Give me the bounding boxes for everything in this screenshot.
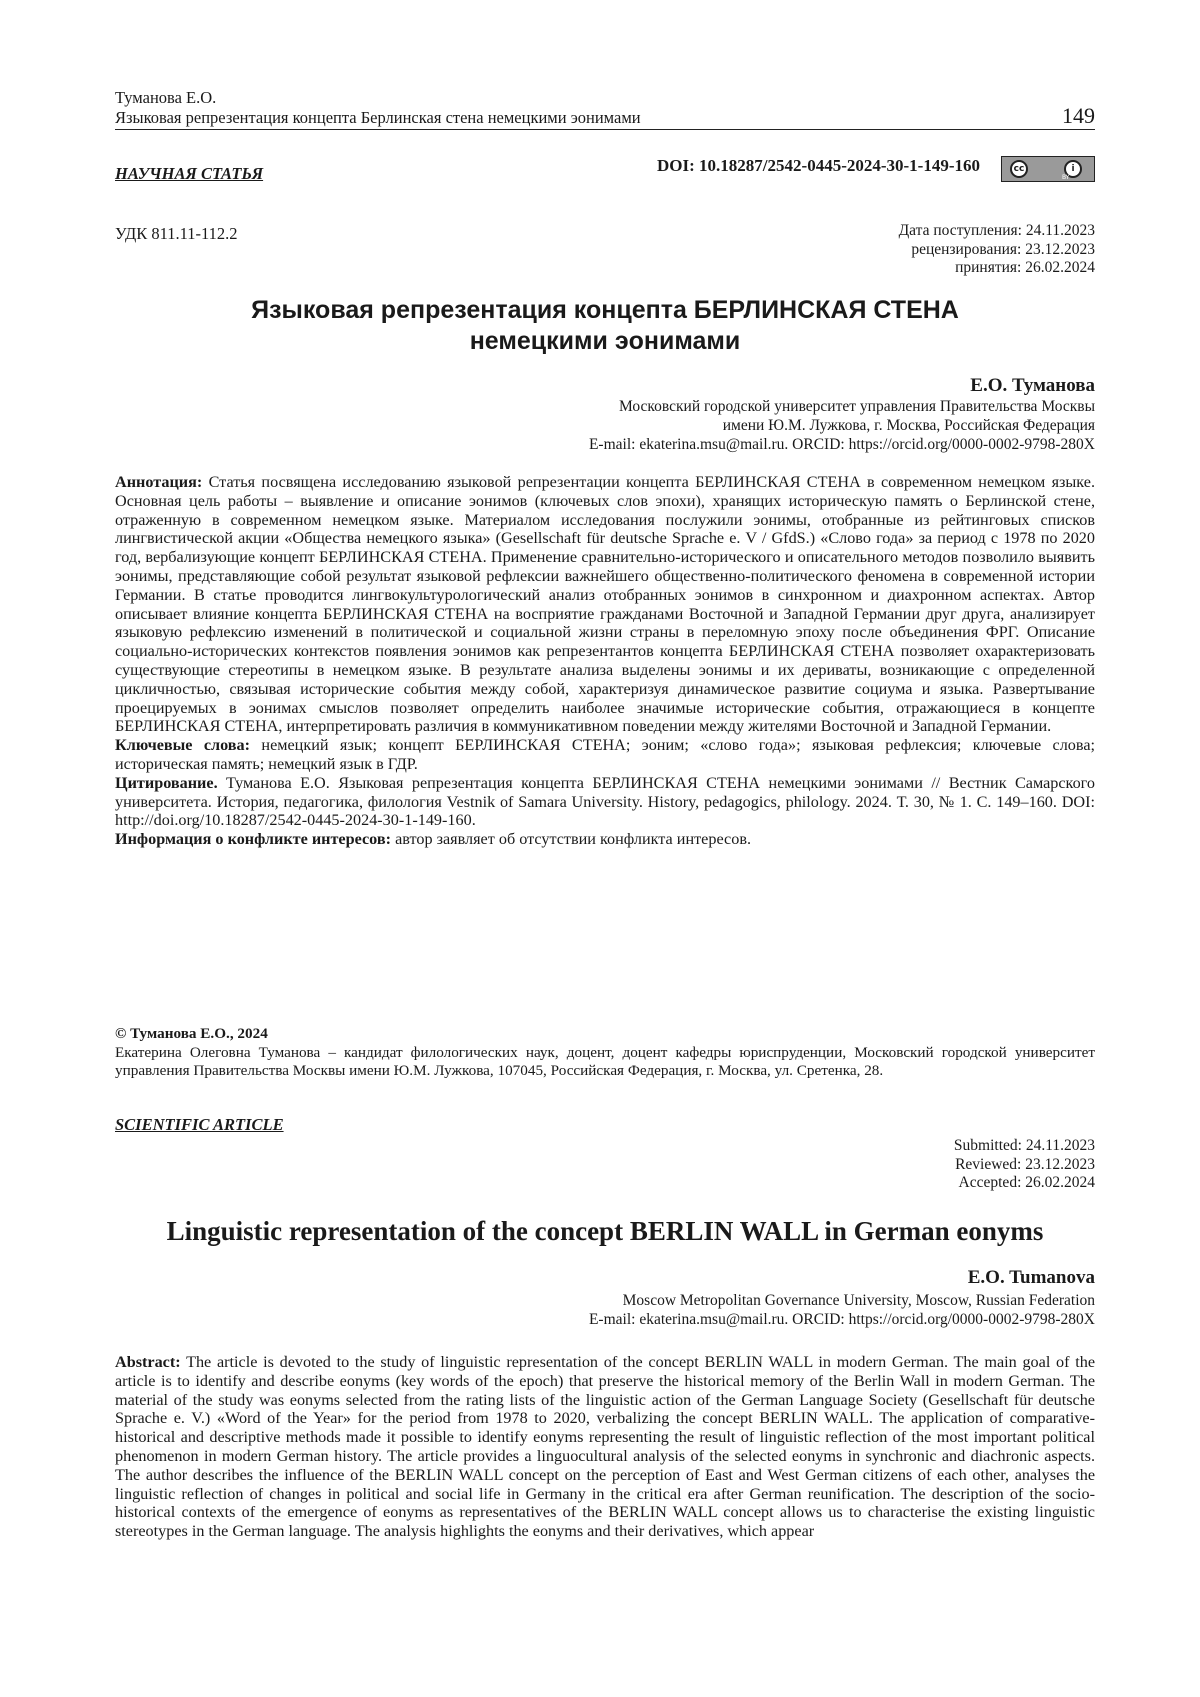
doi-link[interactable]: DOI: 10.18287/2542-0445-2024-30-1-149-160: [657, 156, 980, 176]
dates-ru: [899, 222, 1095, 278]
abstract-text-en: The article is devoted to the study of linguistic representation of the concept BERLIN WALL in modern German. The main goal of the article is to identify and describe eonyms (key words of the epoch) that preserve the historical memory of the Berlin Wall in modern German. The material of the study was eonyms selected from the rating lists of the linguistic action of the German Language Society (Gesellschaft für deutsche Sprache e. V.) «Word of the Year» for the period from 1978 to 2020, verbalizing the concept BERLIN WALL. The application of comparative-historical and descriptive methods made it possible to identify eonyms representing the result of linguistic reflection of the most important political phenomenon in modern German history. The article provides a linguocultural analysis of the selected eonyms in synchronic and diachronic aspects. The author describes the influence of the BERLIN WALL concept on the perception of East and West German citizens of each other, analyses the linguistic reflection of changes in political and social life in Germany in the critical era after German reunification. The description of the socio-historical contexts of the emergence of eonyms as representatives of the BERLIN WALL concept allows us to characterise the existing linguistic stereotypes in the German language. The analysis highlights the eonyms and their derivatives, which appear: [115, 1353, 1095, 1540]
abstract-text-ru: Статья посвящена исследованию языковой репрезентации концепта БЕРЛИНСКАЯ СТЕНА в современном немецком языке. Основная цель работы – выявление и описание эонимов (ключевых слов эпохи), хранящих историческую память о Берлинской стене, отраженную в современном немецком языке. Материалом исследования послужили эонимы, отобранные из рейтинговых списков лингвистической акции «Общества немецкого языка» (Gesellschaft für deutsche Sprache e. V / GfdS.) «Слово года» за период с 1978 по 2020 год, вербализующие концепт БЕРЛИНСКАЯ СТЕНА. Применение сравнительно-исторического и описательного методов позволило выявить эонимы, представляющие собой результат языковой рефлексии важнейшего общественно-политического феномена в современной истории Германии. В статье проводится лингвокультурологический анализ отобранных эонимов в синхронном и диахронном аспектах. Автор описывает влияние концепта БЕРЛИНСКАЯ СТЕНА на восприятие гражданами Восточной и Западной Германии друг друга, анализирует языковую рефлексию изменений в политической и социальной жизни страны в переломную эпоху после объединения ФРГ. Описание социально-исторических контекстов появления эонимов как репрезентантов концепта БЕРЛИНСКАЯ СТЕНА позволяет охарактеризовать существующие стереотипы в немецком языке. В результате анализа выделены эонимы и их дериваты, возникающие с определенной цикличностью, связывая исторические события между собой, характеризуя динамическое развитие социума и языка. Развертывание проецируемых в эонимах смыслов позволяет определить наиболее значимые исторические события, отражающиеся в концепте БЕРЛИНСКАЯ СТЕНА, интерпретировать различия в коммуникативном поведении между жителями Восточной и Западной Германии.: [115, 473, 1095, 735]
page-number: 149: [1062, 106, 1095, 126]
abstract-block-ru: [115, 473, 1095, 849]
attribution-icon: i: [1064, 160, 1082, 178]
article-title-ru: [115, 295, 1095, 357]
email-orcid-line-en[interactable]: E-mail: ekaterina.msu@mail.ru. ORCID: https://orcid.org/0000-0002-9798-280X: [589, 1310, 1095, 1329]
author-name-en: E.O. Tumanova: [968, 1267, 1095, 1289]
by-label: BY: [1062, 174, 1069, 181]
cc-icon: cc: [1010, 160, 1028, 178]
affiliation-en: [589, 1291, 1095, 1329]
affiliation-ru: [589, 397, 1095, 454]
dates-en: [954, 1137, 1095, 1193]
title-line-2: немецкими эонимами: [115, 326, 1095, 357]
copyright-line: © Туманова Е.О., 2024: [115, 1025, 268, 1042]
copyright-block: [115, 1025, 1095, 1081]
affiliation-line-2: имени Ю.М. Лужкова, г. Москва, Российская Федерация: [589, 416, 1095, 435]
udc-code: УДК 811.11-112.2: [115, 224, 238, 244]
citation-label-ru: Цитирование.: [115, 774, 218, 792]
header-author: Туманова Е.О.: [115, 88, 1095, 108]
article-title-en: Linguistic representation of the concept BERLIN WALL in German eonyms: [115, 1215, 1095, 1247]
conflict-label-ru: Информация о конфликте интересов:: [115, 830, 391, 848]
cc-by-license-badge[interactable]: [1001, 156, 1095, 182]
header-rule: [115, 129, 1095, 130]
abstract-en: [115, 1353, 1095, 1541]
author-info: Екатерина Олеговна Туманова – кандидат филологических наук, доцент, доцент кафедры юриспруденции, Московский городской университет управления Правительства Москвы имени Ю.М. Лужкова, 107045, Российская Федерация, г. Москва, ул. Сретенка, 28.: [115, 1044, 1095, 1081]
date-accepted: принятия: 26.02.2024: [899, 259, 1095, 278]
section-label-ru: НАУЧНАЯ СТАТЬЯ: [115, 164, 263, 184]
keywords-ru: [115, 736, 1095, 774]
header-title: Языковая репрезентация концепта Берлинская стена немецкими эонимами: [115, 108, 1095, 128]
keywords-label-ru: Ключевые слова:: [115, 736, 250, 754]
date-accepted-en: Accepted: 26.02.2024: [954, 1174, 1095, 1193]
citation-ru: [115, 774, 1095, 830]
abstract-label-ru: Аннотация:: [115, 473, 202, 491]
keywords-text-ru: немецкий язык; концепт БЕРЛИНСКАЯ СТЕНА; эоним; «слово года»; языковая рефлексия; ключевые слова; историческая память; немецкий язык в ГДР.: [115, 736, 1095, 773]
date-reviewed-en: Reviewed: 23.12.2023: [954, 1156, 1095, 1175]
title-line-1: Языковая репрезентация концепта БЕРЛИНСКАЯ СТЕНА: [115, 295, 1095, 326]
date-received: Дата поступления: 24.11.2023: [899, 222, 1095, 241]
date-reviewed: рецензирования: 23.12.2023: [899, 241, 1095, 260]
conflict-ru: [115, 830, 1095, 849]
date-submitted: Submitted: 24.11.2023: [954, 1137, 1095, 1156]
citation-text-ru: Туманова Е.О. Языковая репрезентация концепта БЕРЛИНСКАЯ СТЕНА немецкими эонимами // Вестник Самарского университета. История, педагогика, филология Vestnik of Samara University. History, pedagogics, philology. 2024. Т. 30, № 1. С. 149–160. DOI: http://doi.org/10.18287/2542-0445-2024-30-1-149-160.: [115, 774, 1095, 830]
conflict-text-ru: автор заявляет об отсутствии конфликта интересов.: [395, 830, 751, 848]
author-name-ru: Е.О. Туманова: [970, 375, 1095, 397]
email-orcid-line[interactable]: E-mail: ekaterina.msu@mail.ru. ORCID: https://orcid.org/0000-0002-9798-280X: [589, 435, 1095, 454]
article-page: [115, 0, 1095, 1697]
affiliation-line-1: Московский городской университет управления Правительства Москвы: [589, 397, 1095, 416]
running-header: [115, 88, 1095, 128]
abstract-ru: [115, 473, 1095, 736]
abstract-block-en: [115, 1353, 1095, 1541]
affiliation-line-en: Moscow Metropolitan Governance University, Moscow, Russian Federation: [589, 1291, 1095, 1310]
section-label-en: SCIENTIFIC ARTICLE: [115, 1115, 284, 1135]
abstract-label-en: Abstract:: [115, 1353, 181, 1371]
